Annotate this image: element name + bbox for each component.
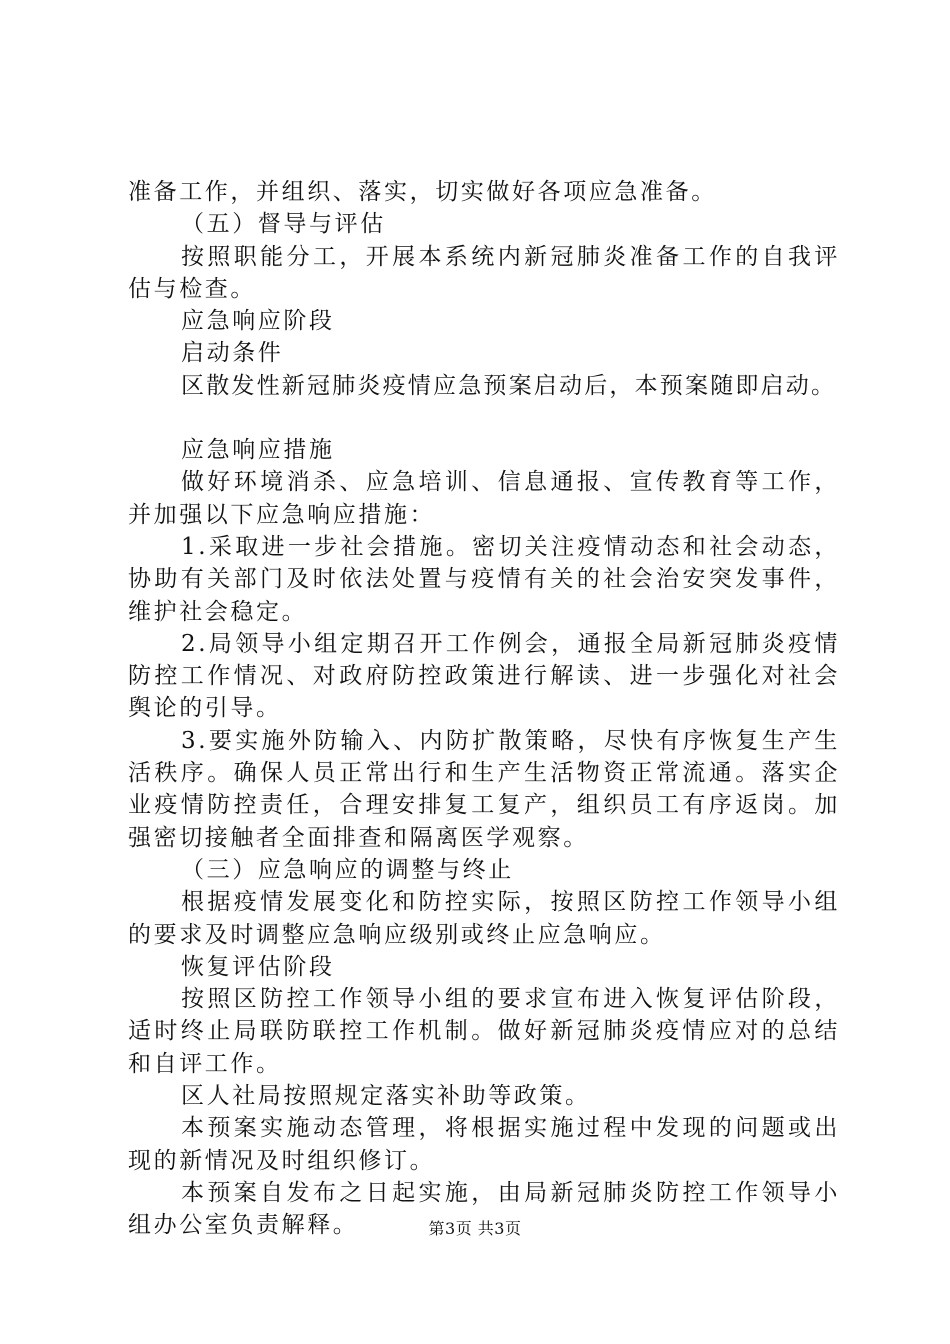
paragraph-recovery: 按照区防控工作领导小组的要求宣布进入恢复评估阶段，适时终止局联防联控工作机制。做好新冠肺炎疫情应对的总结和自评工作。: [128, 986, 840, 1077]
paragraph-gap: [128, 402, 840, 434]
paragraph-response-measures: 做好环境消杀、应急培训、信息通报、宣传教育等工作，并加强以下应急响应措施：: [128, 469, 840, 528]
section-heading-supervision: （五）督导与评估: [181, 211, 386, 238]
paragraph-adjustment: 根据疫情发展变化和防控实际，按照区防控工作领导小组的要求及时调整应急响应级别或终止应急响应。: [128, 889, 840, 948]
document-body: [128, 176, 840, 1242]
paragraph-continuation: 准备工作，并组织、落实，切实做好各项应急准备。: [128, 179, 717, 205]
section-heading-response-measures: 应急响应措施: [181, 437, 335, 464]
list-item-measure-2: 2.局领导小组定期召开工作例会，通报全局新冠肺炎疫情防控工作情况、对政府防控政策进行解读、进一步强化对社会舆论的引导。: [128, 630, 840, 722]
list-item-measure-1: 1.采取进一步社会措施。密切关注疫情动态和社会动态，协助有关部门及时依法处置与疫情有关的社会治安突发事件，维护社会稳定。: [128, 533, 840, 625]
paragraph-self-assessment: 按照职能分工，开展本系统内新冠肺炎准备工作的自我评估与检查。: [128, 243, 840, 302]
section-heading-start-conditions: 启动条件: [181, 340, 284, 367]
section-heading-adjustment: （三）应急响应的调整与终止: [181, 856, 514, 883]
section-heading-recovery: 恢复评估阶段: [181, 953, 335, 980]
paragraph-start-conditions: 区散发性新冠肺炎疫情应急预案启动后，本预案随即启动。: [181, 372, 837, 399]
section-heading-response-phase: 应急响应阶段: [181, 308, 335, 335]
paragraph-subsidy: 区人社局按照规定落实补助等政策。: [181, 1083, 591, 1110]
paragraph-effective-date: 本预案自发布之日起实施，由局新冠肺炎防控工作领导小组办公室负责解释。: [128, 1179, 840, 1239]
paragraph-dynamic-management: 本预案实施动态管理，将根据实施过程中发现的问题或出现的新情况及时组织修订。: [128, 1115, 840, 1174]
list-item-measure-3: 3.要实施外防输入、内防扩散策略，尽快有序恢复生产生活秩序。确保人员正常出行和生产生活物资正常流通。落实企业疫情防控责任，合理安排复工复产，组织员工有序返岗。加强密切接触者全面排查和隔离医学观察。: [128, 727, 840, 851]
page-number: 第3页 共3页: [428, 1219, 522, 1238]
